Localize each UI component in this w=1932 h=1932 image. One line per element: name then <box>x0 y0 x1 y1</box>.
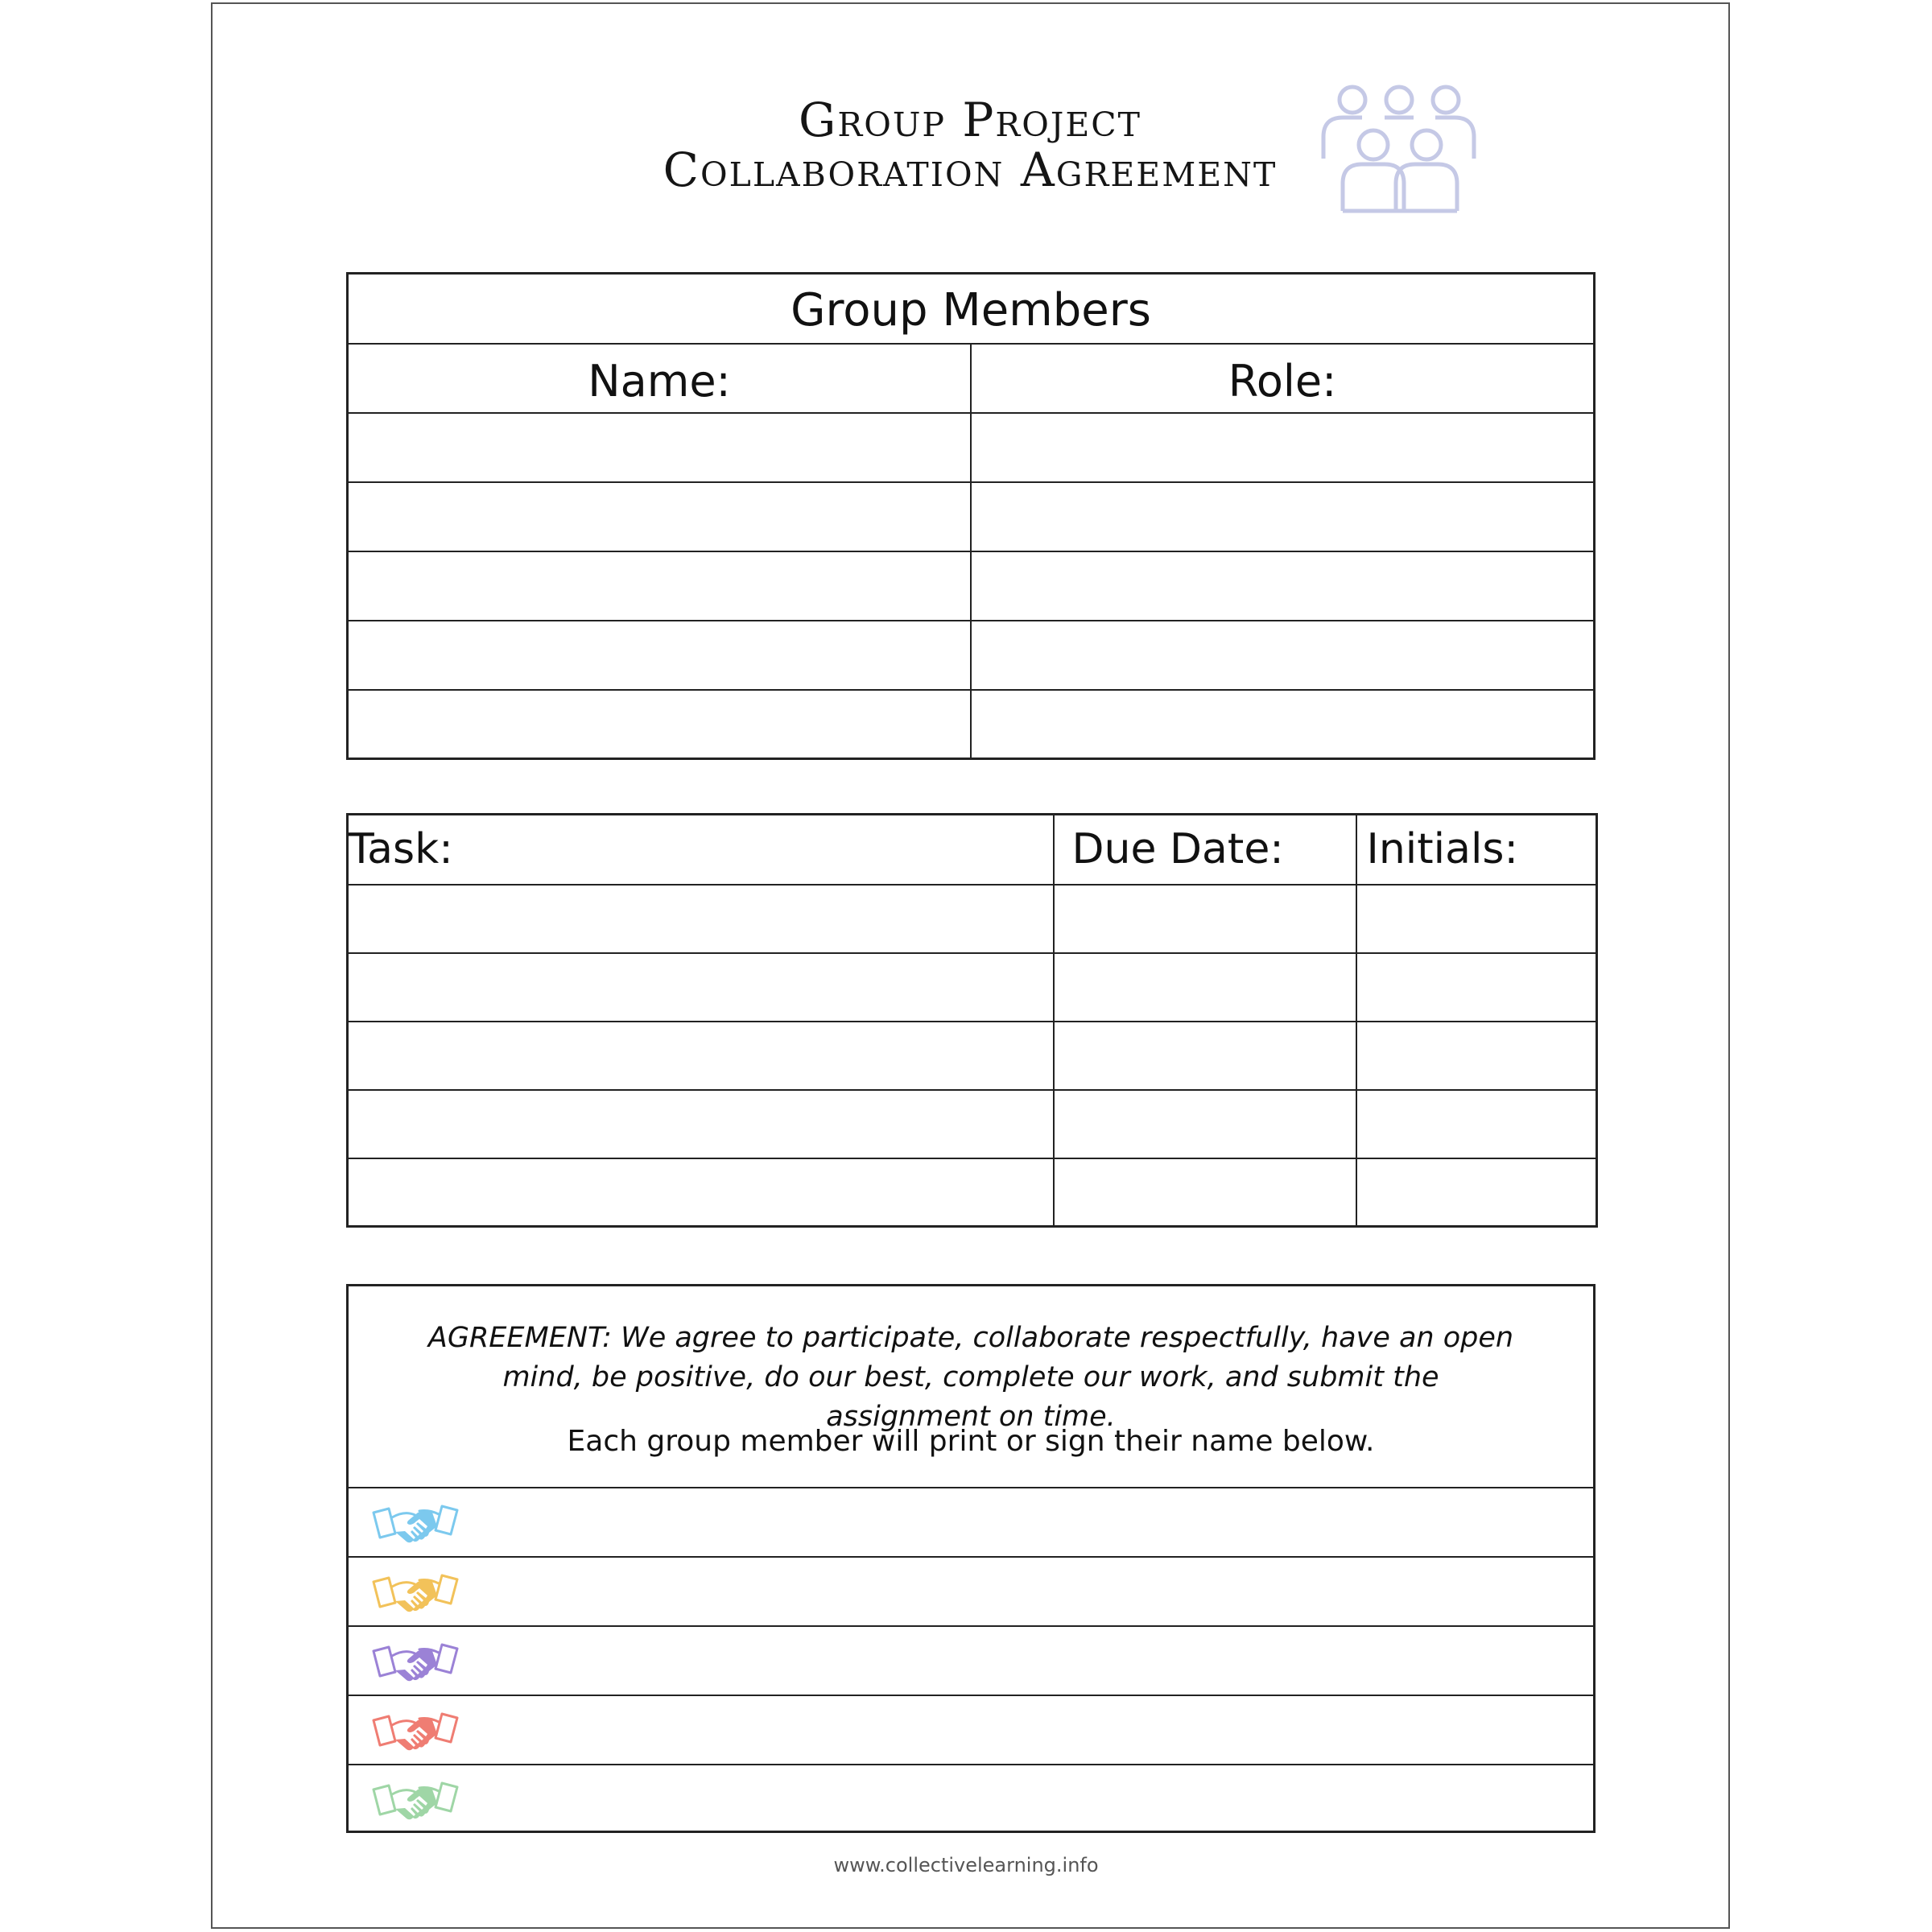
signature-row[interactable] <box>349 1625 1593 1695</box>
role-cell[interactable] <box>971 413 1595 482</box>
table-row <box>348 953 1597 1022</box>
table-row <box>348 551 1595 621</box>
initials-column-header: Initials: <box>1356 815 1597 885</box>
agreement-text: AGREEMENT: We agree to participate, collaborate respectfully, have an open mind, be positive, do our best, complete our work, and submit the assignment on time. <box>427 1322 1514 1433</box>
agreement-instruction: Each group member will print or sign their name below. <box>567 1425 1375 1458</box>
footer-url: www.collectivelearning.info <box>833 1854 1099 1876</box>
table-row <box>348 482 1595 551</box>
tasks-table <box>346 813 1598 1228</box>
table-row <box>348 1090 1597 1158</box>
name-cell[interactable] <box>348 413 972 482</box>
handshake-icon <box>371 1777 460 1823</box>
group-members-table <box>346 272 1596 760</box>
task-cell[interactable] <box>348 1158 1054 1227</box>
table-row <box>348 1022 1597 1090</box>
title-line-1: Group Project <box>799 93 1141 147</box>
table-row <box>348 621 1595 690</box>
due-date-cell[interactable] <box>1054 1090 1356 1158</box>
signature-row[interactable] <box>349 1695 1593 1764</box>
initials-cell[interactable] <box>1356 885 1597 953</box>
due-date-cell[interactable] <box>1054 1158 1356 1227</box>
signature-row[interactable] <box>349 1764 1593 1833</box>
initials-cell[interactable] <box>1356 1090 1597 1158</box>
group-people-icon <box>1320 80 1477 213</box>
name-cell[interactable] <box>348 690 972 759</box>
name-cell[interactable] <box>348 482 972 551</box>
signature-row[interactable] <box>349 1556 1593 1625</box>
role-cell[interactable] <box>971 482 1595 551</box>
task-cell[interactable] <box>348 1090 1054 1158</box>
table-row <box>348 413 1595 482</box>
page-title <box>636 95 1304 195</box>
due-date-cell[interactable] <box>1054 953 1356 1022</box>
initials-cell[interactable] <box>1356 1158 1597 1227</box>
initials-cell[interactable] <box>1356 953 1597 1022</box>
due-date-cell[interactable] <box>1054 885 1356 953</box>
table-row <box>348 1158 1597 1227</box>
table-row <box>348 885 1597 953</box>
members-table-title: Group Members <box>348 274 1595 344</box>
role-cell[interactable] <box>971 690 1595 759</box>
handshake-icon <box>371 1707 460 1754</box>
name-cell[interactable] <box>348 551 972 621</box>
handshake-icon <box>371 1500 460 1546</box>
role-column-header: Role: <box>971 344 1595 413</box>
due-date-column-header: Due Date: <box>1054 815 1356 885</box>
handshake-icon <box>371 1569 460 1616</box>
role-cell[interactable] <box>971 551 1595 621</box>
task-cell[interactable] <box>348 1022 1054 1090</box>
agreement-box <box>346 1284 1596 1833</box>
name-column-header: Name: <box>348 344 972 413</box>
signature-row[interactable] <box>349 1487 1593 1556</box>
task-column-header: Task: <box>348 815 1054 885</box>
due-date-cell[interactable] <box>1054 1022 1356 1090</box>
name-cell[interactable] <box>348 621 972 690</box>
signature-list <box>349 1487 1593 1833</box>
role-cell[interactable] <box>971 621 1595 690</box>
task-cell[interactable] <box>348 885 1054 953</box>
initials-cell[interactable] <box>1356 1022 1597 1090</box>
handshake-icon <box>371 1638 460 1685</box>
task-cell[interactable] <box>348 953 1054 1022</box>
title-line-2: Collaboration Agreement <box>663 142 1278 197</box>
table-row <box>348 690 1595 759</box>
